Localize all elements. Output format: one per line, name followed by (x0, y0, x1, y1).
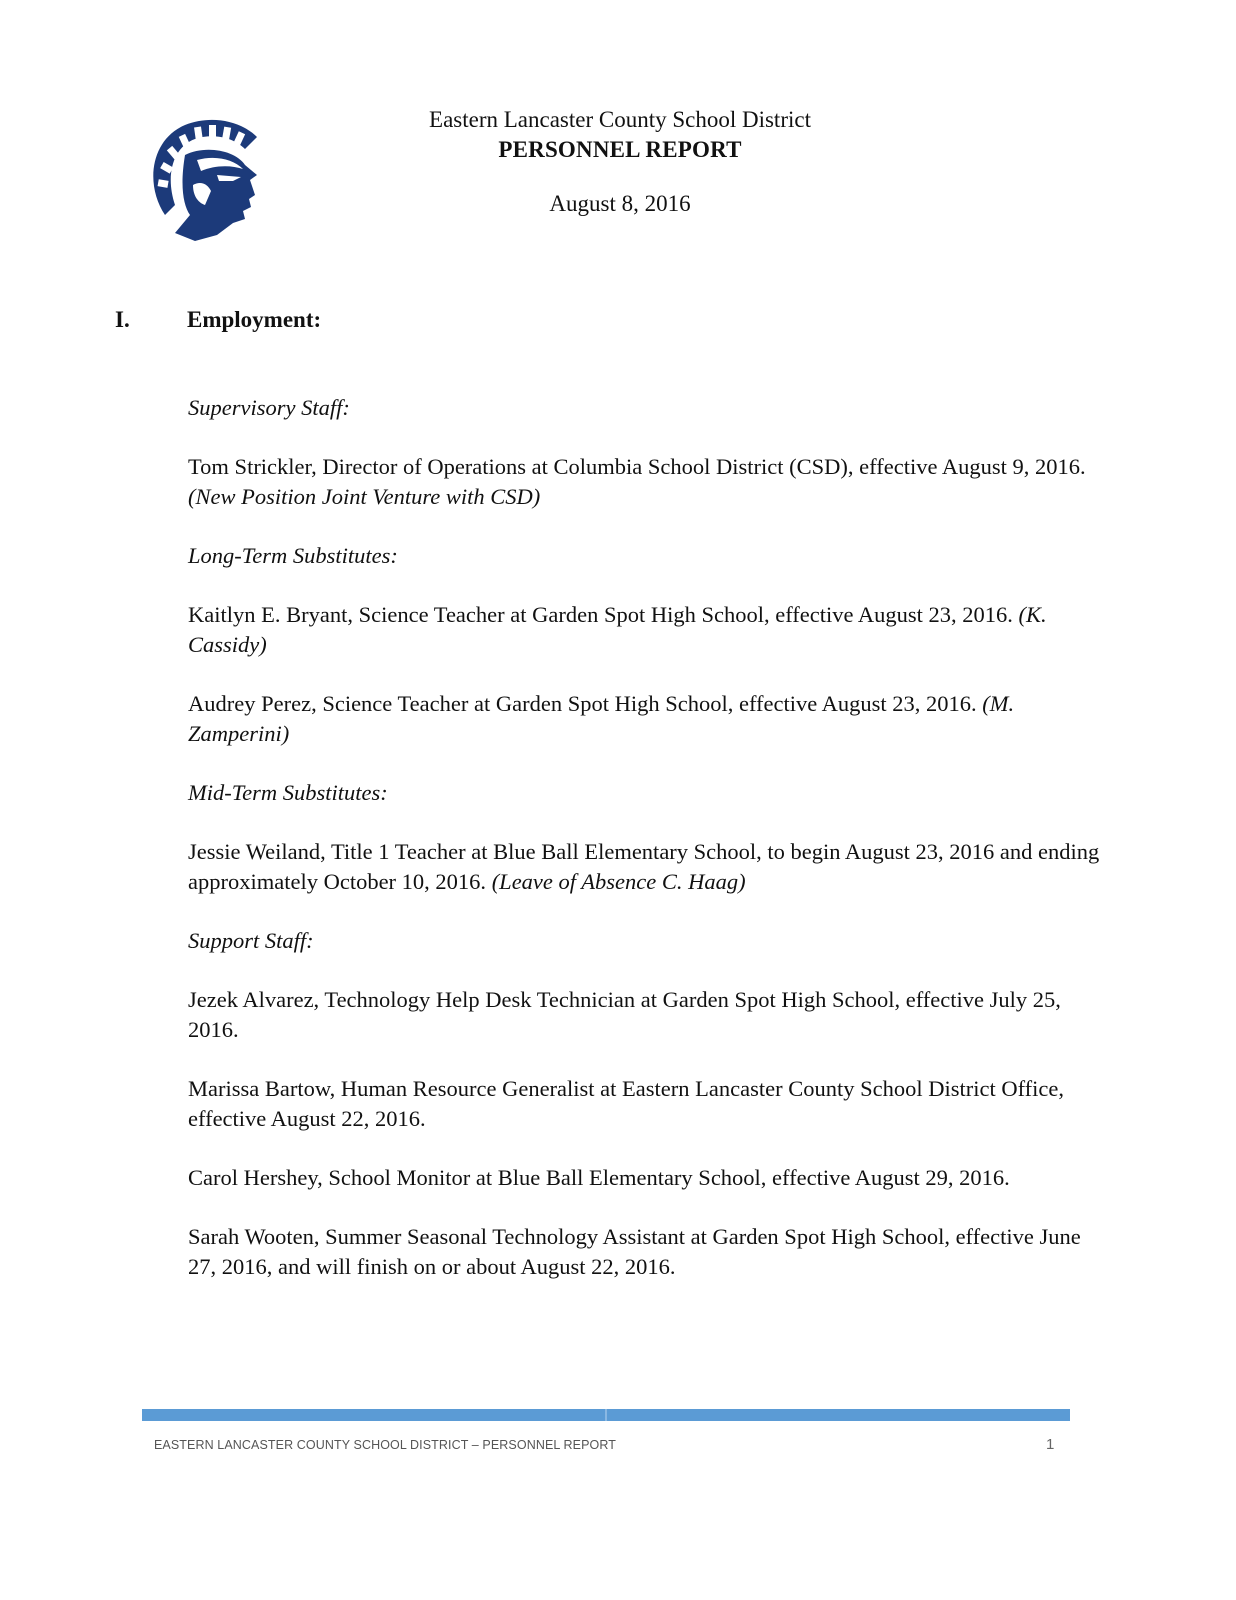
section-number: I. (115, 307, 130, 332)
list-item: Jezek Alvarez, Technology Help Desk Technician at Garden Spot High School, effective July 25, 2016. (188, 987, 1061, 1042)
footer-text: EASTERN LANCASTER COUNTY SCHOOL DISTRICT – PERSONNEL REPORT (154, 1438, 617, 1452)
list-item: Sarah Wooten, Summer Seasonal Technology Assistant at Garden Spot High School, effective June 27, 2016, and will finish on or about August 22, 2016. (188, 1224, 1081, 1279)
report-date: August 8, 2016 (549, 191, 691, 216)
list-item: Marissa Bartow, Human Resource Generalist at Eastern Lancaster County School District Office, effective August 22, 2016. (188, 1076, 1064, 1131)
subheading-long-term-substitutes: Long-Term Substitutes: (188, 543, 398, 568)
subheading-mid-term-substitutes: Mid-Term Substitutes: (188, 780, 388, 805)
page-number: 1 (1046, 1436, 1055, 1453)
section-title: Employment: (187, 307, 322, 332)
entry-note: (New Position Joint Venture with CSD) (188, 484, 541, 509)
list-item: Kaitlyn E. Bryant, Science Teacher at Garden Spot High School, effective August 23, 2016. (K. Cassidy) (188, 602, 1047, 657)
entry-note: (K. Cassidy) (188, 602, 1047, 657)
list-item: Carol Hershey, School Monitor at Blue Ball Elementary School, effective August 29, 2016. (188, 1165, 1010, 1190)
spartan-helmet-logo-icon (145, 115, 265, 245)
document-header (400, 105, 840, 219)
entry-note: (M. Zamperini) (188, 691, 1015, 746)
district-name: Eastern Lancaster County School District (429, 107, 811, 132)
footer-divider-bar (142, 1409, 1070, 1421)
report-body (188, 393, 1113, 1311)
list-item: Audrey Perez, Science Teacher at Garden Spot High School, effective August 23, 2016. (M. Zamperini) (188, 691, 1015, 746)
subheading-supervisory-staff: Supervisory Staff: (188, 395, 350, 420)
report-title: PERSONNEL REPORT (498, 137, 742, 162)
subheading-support-staff: Support Staff: (188, 928, 314, 953)
list-item: Tom Strickler, Director of Operations at Columbia School District (CSD), effective August 9, 2016. (New Position Joint Venture with CSD) (188, 454, 1086, 509)
entry-note: (Leave of Absence C. Haag) (491, 869, 746, 894)
list-item: Jessie Weiland, Title 1 Teacher at Blue Ball Elementary School, to begin August 23, 2016 and ending approximately October 10, 2016. (Leave of Absence C. Haag) (188, 839, 1100, 894)
